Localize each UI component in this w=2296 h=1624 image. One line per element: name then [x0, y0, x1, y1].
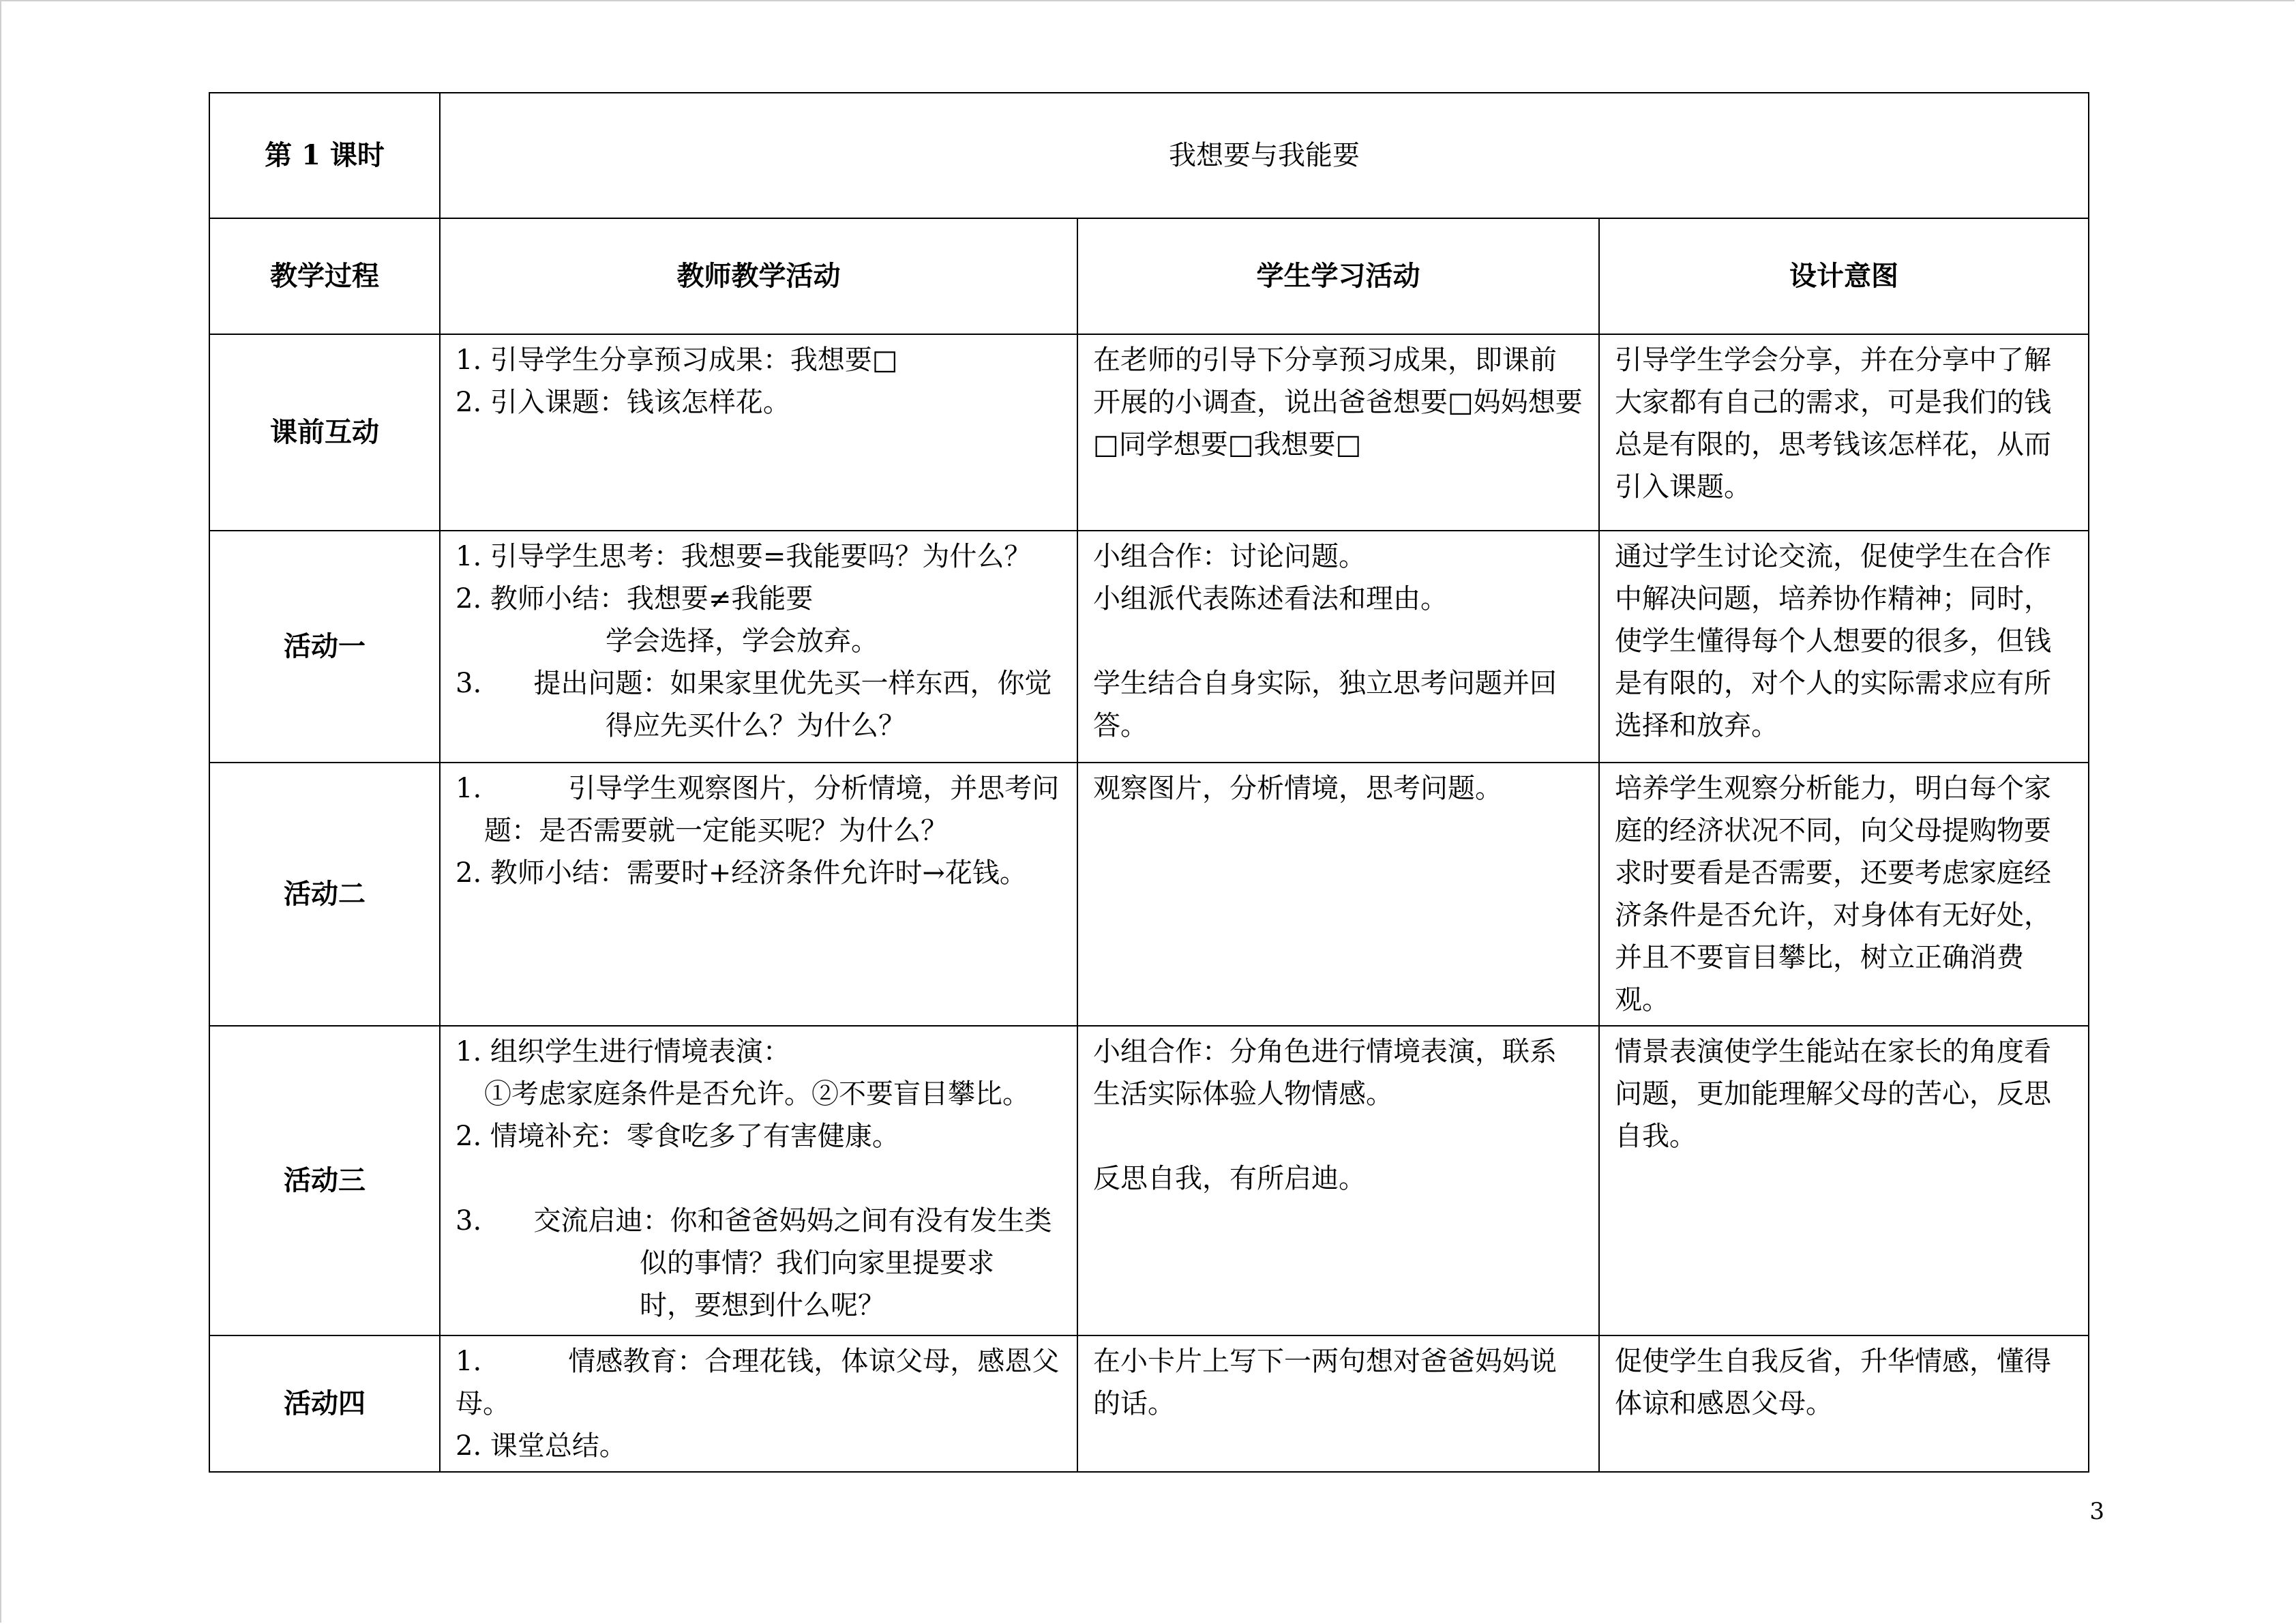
spacer [1093, 620, 1583, 662]
design-intent-text: 通过学生讨论交流，促使学生在合作中解决问题，培养协作精神；同时，使学生懂得每个人想要的很多，但钱是有限的，对个人的实际需求应有所选择和放弃。 [1615, 541, 2051, 741]
teacher-activity-line: 2. 情境补充：零食吃多了有害健康。 [456, 1121, 899, 1152]
student-activity-cell [1077, 334, 1599, 531]
column-header-intent: 设计意图 [1599, 218, 2089, 334]
stage-label: 活动一 [209, 531, 440, 763]
student-activity-text: 学生结合自身实际，独立思考问题并回答。 [1093, 668, 1557, 741]
student-activity-text: 反思自我，有所启迪。 [1093, 1163, 1366, 1194]
teacher-activity-cell [440, 763, 1077, 1026]
student-activity-text: 观察图片，分析情境，思考问题。 [1093, 773, 1502, 804]
table-row-activity-2 [209, 763, 2089, 1026]
teacher-activity-cell [440, 1335, 1077, 1472]
lesson-label: 第 1 课时 [209, 93, 440, 218]
teacher-activity-line: 2. 引入课题：钱该怎样花。 [456, 387, 790, 418]
student-activity-text: 在小卡片上写下一两句想对爸爸妈妈说的话。 [1093, 1346, 1557, 1419]
teacher-activity-line: 时，要想到什么呢？ [640, 1290, 885, 1321]
teacher-activity-line: 母。 [456, 1388, 510, 1419]
table-row-activity-3 [209, 1026, 2089, 1335]
teacher-activity-cell [440, 1026, 1077, 1335]
table-row-pre-class [209, 334, 2089, 531]
teacher-activity-line: ①考虑家庭条件是否允许。②不要盲目攀比。 [484, 1078, 1030, 1110]
teacher-activity-line: 2. 教师小结：我想要≠我能要 [456, 583, 814, 615]
teacher-activity-line: 学会选择，学会放弃。 [606, 625, 878, 657]
teacher-activity-line: 3. 提出问题：如果家里优先买一样东西，你觉 [456, 668, 1052, 699]
stage-label: 课前互动 [209, 334, 440, 531]
column-header-teacher: 教师教学活动 [440, 218, 1077, 334]
design-intent-text: 情景表演使学生能站在家长的角度看问题，更加能理解父母的苦心，反思自我。 [1615, 1036, 2051, 1152]
spacer [1093, 1115, 1583, 1157]
column-header-process: 教学过程 [209, 218, 440, 334]
design-intent-cell [1599, 1026, 2089, 1335]
page-number: 3 [2089, 1498, 2104, 1525]
stage-label: 活动三 [209, 1026, 440, 1335]
teacher-activity-line: 1. 组织学生进行情境表演： [456, 1036, 790, 1067]
design-intent-text: 培养学生观察分析能力，明白每个家庭的经济状况不同，向父母提购物要求时要看是否需要，还要考虑家庭经济条件是否允许，对身体有无好处，并且不要盲目攀比，树立正确消费观。 [1615, 773, 2051, 1016]
design-intent-cell [1599, 531, 2089, 763]
table-row-activity-1 [209, 531, 2089, 763]
design-intent-cell [1599, 1335, 2089, 1472]
teacher-activity-cell [440, 334, 1077, 531]
design-intent-text: 引导学生学会分享，并在分享中了解大家都有自己的需求，可是我们的钱总是有限的，思考钱该怎样花，从而引入课题。 [1615, 344, 2051, 503]
column-header-row [209, 218, 2089, 334]
student-activity-cell [1077, 531, 1599, 763]
student-activity-text: 小组合作：讨论问题。 [1093, 541, 1366, 572]
student-activity-cell [1077, 1335, 1599, 1472]
student-activity-cell [1077, 763, 1599, 1026]
teacher-activity-line: 得应先买什么？为什么？ [606, 710, 906, 741]
table-row-activity-4 [209, 1335, 2089, 1472]
teacher-activity-line: 2. 课堂总结。 [456, 1430, 627, 1462]
spacer [456, 1157, 1062, 1200]
student-activity-cell [1077, 1026, 1599, 1335]
design-intent-cell [1599, 763, 2089, 1026]
student-activity-text: 小组派代表陈述看法和理由。 [1093, 583, 1448, 615]
teacher-activity-line: 1. 引导学生观察图片，分析情境，并思考问 [456, 773, 1060, 804]
lesson-plan-table [209, 92, 2089, 1473]
teacher-activity-cell [440, 531, 1077, 763]
student-activity-text: 在老师的引导下分享预习成果，即课前开展的小调查，说出爸爸想要□妈妈想要□同学想要□我想要□ [1093, 344, 1583, 460]
lesson-title: 我想要与我能要 [440, 93, 2089, 218]
teacher-activity-line: 2. 教师小结：需要时+经济条件允许时→花钱。 [456, 857, 1027, 889]
teacher-activity-line: 3. 交流启迪：你和爸爸妈妈之间有没有发生类 [456, 1205, 1052, 1237]
stage-label: 活动四 [209, 1335, 440, 1472]
lesson-header-row [209, 93, 2089, 218]
teacher-activity-line: 1. 引导学生分享预习成果：我想要□ [456, 344, 898, 376]
teacher-activity-line: 似的事情？我们向家里提要求 [640, 1247, 994, 1279]
teacher-activity-line: 题：是否需要就一定能买呢？为什么？ [484, 815, 948, 846]
design-intent-cell [1599, 334, 2089, 531]
stage-label: 活动二 [209, 763, 440, 1026]
student-activity-text: 小组合作：分角色进行情境表演，联系生活实际体验人物情感。 [1093, 1036, 1557, 1110]
design-intent-text: 促使学生自我反省，升华情感，懂得体谅和感恩父母。 [1615, 1346, 2051, 1419]
teacher-activity-line: 1. 引导学生思考：我想要=我能要吗？为什么？ [456, 541, 1032, 572]
teacher-activity-line: 1. 情感教育：合理花钱，体谅父母，感恩父 [456, 1346, 1060, 1377]
column-header-student: 学生学习活动 [1077, 218, 1599, 334]
